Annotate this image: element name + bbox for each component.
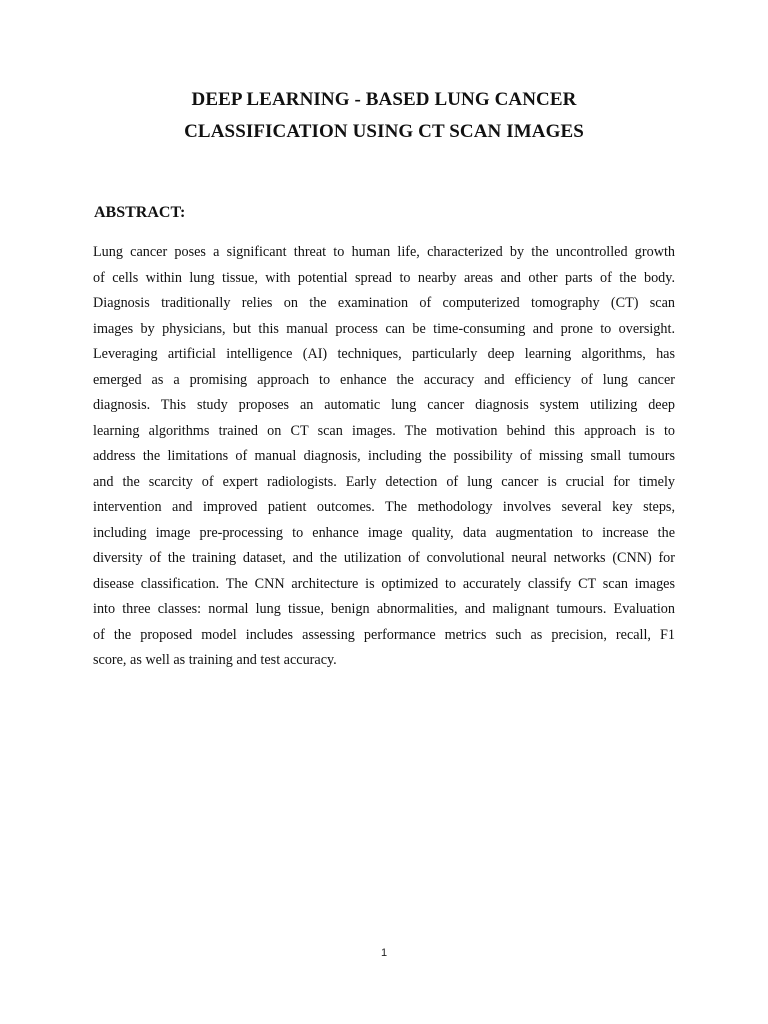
title-line-1: DEEP LEARNING - BASED LUNG CANCER: [191, 89, 577, 110]
abstract-line: diversity of the training dataset, and the utilization of convolutional neural networks (CNN) for: [93, 550, 675, 566]
abstract-heading: ABSTRACT:: [94, 204, 186, 221]
abstract-line: address the limitations of manual diagnosis, including the possibility of missing small tumours: [93, 448, 675, 464]
abstract-line: emerged as a promising approach to enhance the accuracy and efficiency of lung cancer: [93, 371, 675, 388]
abstract-line: of cells within lung tissue, with potential spread to nearby areas and other parts of the body.: [93, 269, 675, 286]
abstract-line: images by physicians, but this manual process can be time-consuming and prone to oversight.: [93, 320, 675, 337]
abstract-line: intervention and improved patient outcomes. The methodology involves several key steps,: [93, 499, 675, 515]
abstract-paragraph: [93, 240, 675, 674]
abstract-line: diagnosis. This study proposes an automatic lung cancer diagnosis system utilizing deep: [93, 397, 675, 413]
page-number: 1: [380, 947, 388, 959]
abstract-line: learning algorithms trained on CT scan images. The motivation behind this approach is to: [93, 422, 675, 439]
abstract-line: Diagnosis traditionally relies on the examination of computerized tomography (CT) scan: [93, 295, 675, 311]
title-line-2: CLASSIFICATION USING CT SCAN IMAGES: [184, 121, 584, 142]
abstract-line: including image pre-processing to enhance image quality, data augmentation to increase the: [93, 524, 675, 541]
abstract-line: disease classification. The CNN architecture is optimized to accurately classify CT scan images: [93, 575, 675, 592]
abstract-line: Leveraging artificial intelligence (AI) techniques, particularly deep learning algorithms, has: [93, 346, 675, 362]
abstract-line: into three classes: normal lung tissue, benign abnormalities, and malignant tumours. Evaluation: [93, 601, 675, 617]
abstract-line: and the scarcity of expert radiologists. Early detection of lung cancer is crucial for timely: [93, 473, 675, 490]
abstract-line: of the proposed model includes assessing performance metrics such as precision, recall, F1: [93, 626, 675, 643]
abstract-line: score, as well as training and test accuracy.: [93, 652, 337, 668]
abstract-line: Lung cancer poses a significant threat to human life, characterized by the uncontrolled growth: [93, 244, 675, 260]
